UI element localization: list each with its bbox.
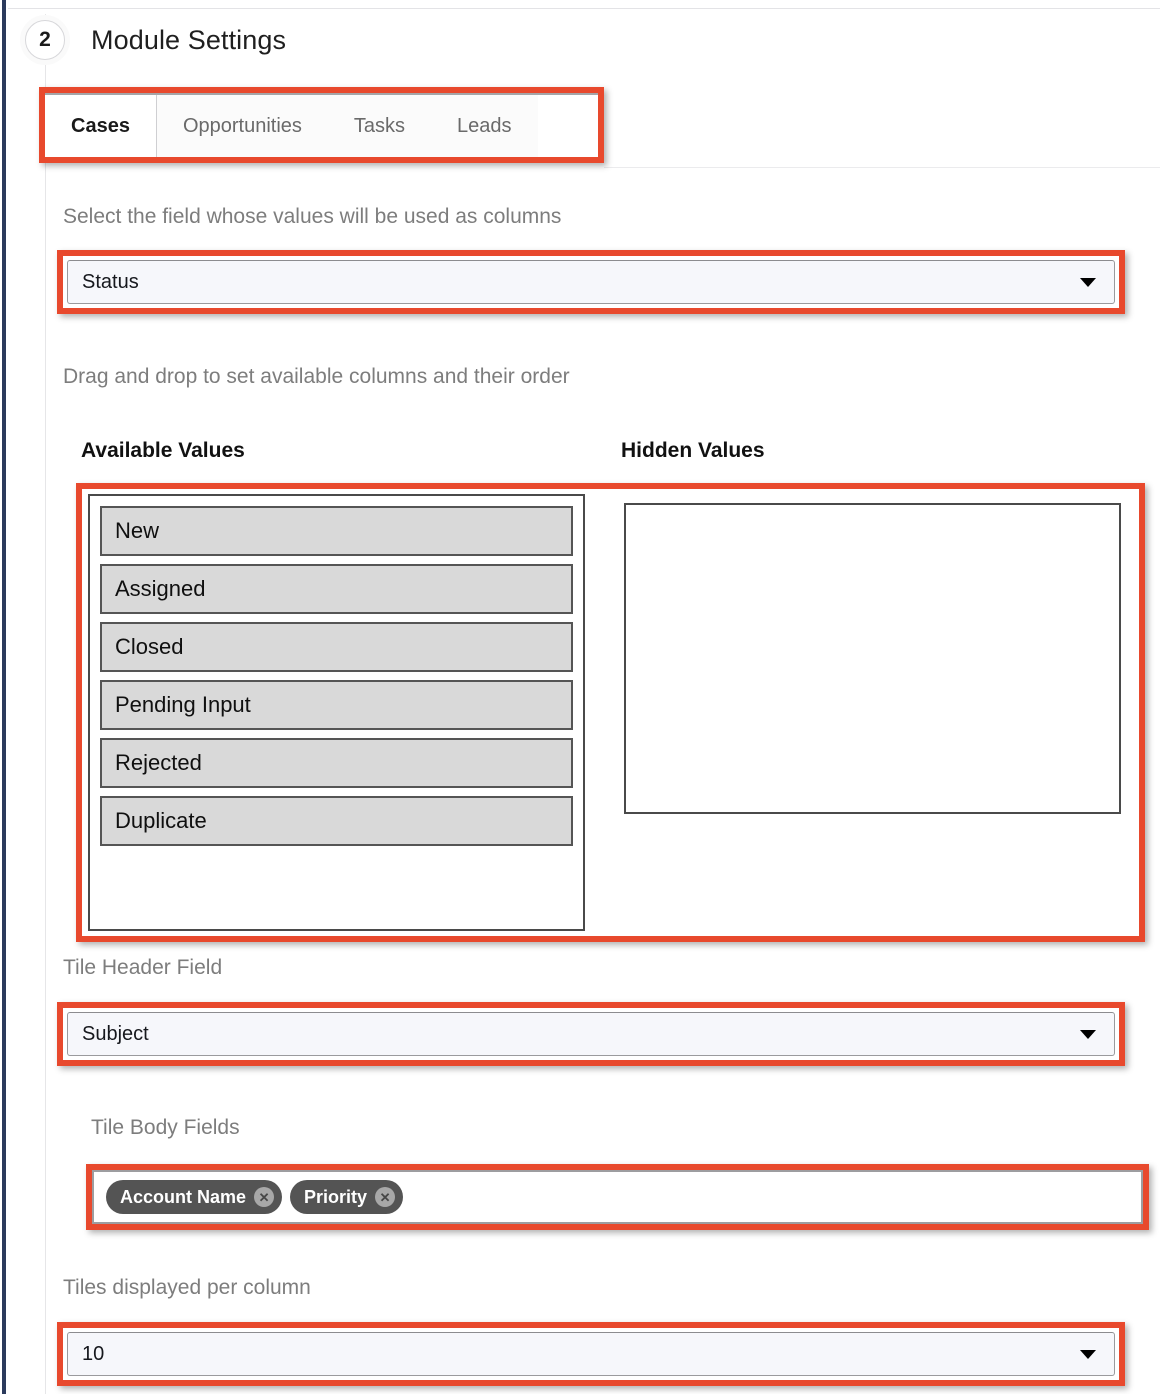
remove-icon[interactable]: ✕ (375, 1187, 395, 1207)
top-divider (8, 8, 1160, 9)
tiles-per-column-select[interactable] (67, 1332, 1115, 1376)
tab-tasks[interactable]: Tasks (328, 95, 431, 157)
list-item[interactable]: Closed (100, 622, 573, 672)
tab-cases[interactable]: Cases (45, 95, 157, 157)
tile-body-fields-input[interactable] (92, 1170, 1143, 1224)
available-values-heading: Available Values (81, 439, 245, 462)
tile-header-field-select[interactable] (67, 1012, 1115, 1056)
chevron-down-icon (1080, 1350, 1096, 1359)
page-title: Module Settings (91, 24, 287, 55)
column-field-value: Status (82, 270, 139, 293)
step-header (39, 14, 1145, 66)
tag-account-name[interactable] (106, 1180, 282, 1214)
list-item[interactable]: Duplicate (100, 796, 573, 846)
hidden-values-heading: Hidden Values (621, 439, 765, 462)
content-left-divider (45, 14, 46, 1394)
list-item[interactable]: New (100, 506, 573, 556)
tile-header-field-value: Subject (82, 1022, 149, 1045)
column-field-select[interactable] (67, 260, 1115, 304)
tag-priority[interactable] (290, 1180, 403, 1214)
left-edge-rail (2, 0, 6, 1394)
step-number-badge: 2 (25, 20, 65, 60)
dragdrop-instruction: Drag and drop to set available columns and their order (63, 365, 570, 388)
column-field-label: Select the field whose values will be used as columns (63, 205, 562, 228)
list-item[interactable]: Pending Input (100, 680, 573, 730)
tab-leads[interactable]: Leads (431, 95, 538, 157)
tag-label: Account Name (120, 1186, 247, 1207)
tiles-per-column-value: 10 (82, 1342, 105, 1365)
list-item[interactable]: Assigned (100, 564, 573, 614)
tabs-underline (604, 167, 1160, 168)
tab-opportunities[interactable]: Opportunities (157, 95, 328, 157)
tile-header-field-label: Tile Header Field (63, 956, 223, 979)
tiles-per-column-label: Tiles displayed per column (63, 1276, 311, 1299)
tag-label: Priority (304, 1186, 368, 1207)
chevron-down-icon (1080, 1030, 1096, 1039)
tile-body-fields-label: Tile Body Fields (91, 1116, 240, 1139)
available-values-list[interactable] (88, 494, 585, 931)
list-item[interactable]: Rejected (100, 738, 573, 788)
module-tabs (45, 93, 598, 157)
hidden-values-list[interactable] (624, 503, 1121, 814)
chevron-down-icon (1080, 278, 1096, 287)
remove-icon[interactable]: ✕ (254, 1187, 274, 1207)
